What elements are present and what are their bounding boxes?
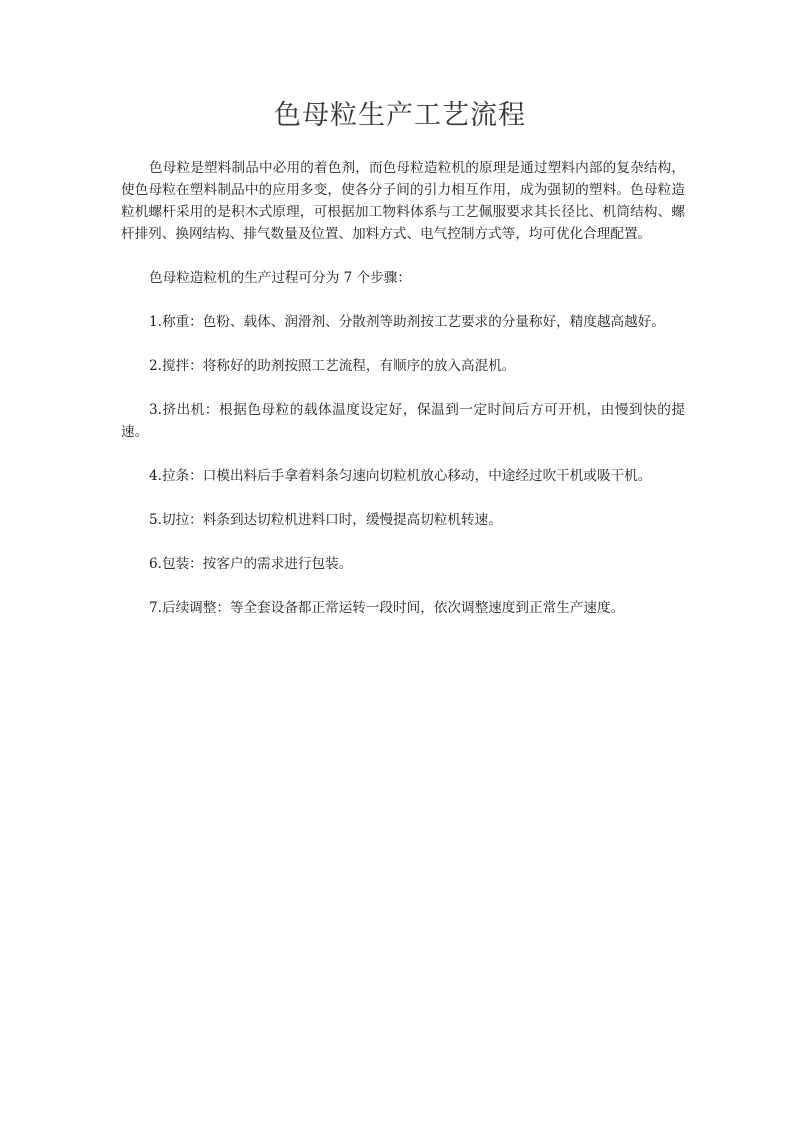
step-7-paragraph: 7.后续调整：等全套设备都正常运转一段时间，依次调整速度到正常生产速度。 <box>149 600 625 616</box>
step-2-paragraph: 2.搅拌：将称好的助剂按照工艺流程，有顺序的放入高混机。 <box>149 358 516 374</box>
step-5-paragraph: 5.切拉：料条到达切粒机进料口时，缓慢提高切粒机转速。 <box>149 512 502 528</box>
step-1-paragraph: 1.称重：色粉、载体、润滑剂、分散剂等助剂按工艺要求的分量称好，精度越高越好。 <box>149 314 665 330</box>
steps-intro-paragraph: 色母粒造粒机的生产过程可分为 7 个步骤： <box>149 270 411 286</box>
document-body <box>121 157 685 619</box>
document-title: 色母粒生产工艺流程 <box>274 100 526 131</box>
step-6-paragraph: 6.包装：按客户的需求进行包装。 <box>149 556 353 572</box>
intro-paragraph: 色母粒是塑料制品中必用的着色剂，而色母粒造粒机的原理是通过塑料内部的复杂结构，使色母粒在塑料制品中的应用多变，使各分子间的引力相互作用，成为强韧的塑料。色母粒造粒机螺杆采用的是积木式原理，可根据加工物料体系与工艺佩服要求其长径比、机筒结构、螺杆排列、换网结构、排气数量及位置、加料方式、电气控制方式等，均可优化合理配置。 <box>121 160 685 242</box>
step-4-paragraph: 4.拉条：口模出料后手拿着料条匀速向切粒机放心移动，中途经过吹干机或吸干机。 <box>149 468 652 484</box>
step-3-paragraph: 3.挤出机：根据色母粒的载体温度设定好，保温到一定时间后方可开机，由慢到快的提速。 <box>121 402 685 440</box>
